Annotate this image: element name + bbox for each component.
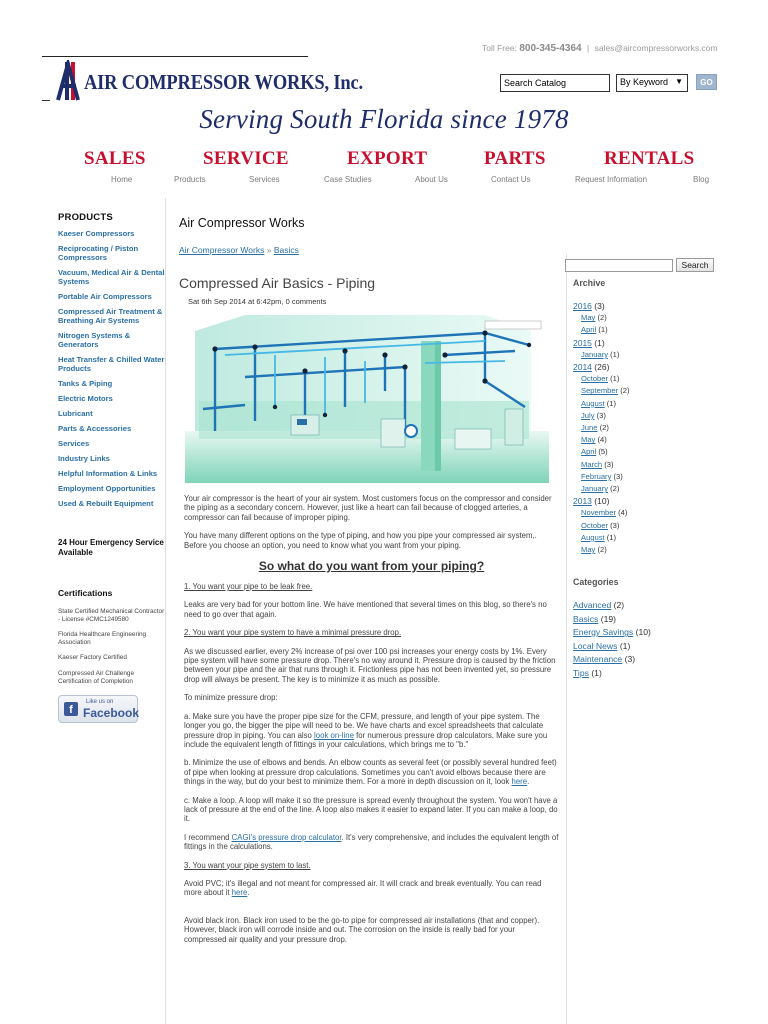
archive-year: [573, 361, 733, 373]
cagi-calculator-link[interactable]: CAGI's pressure drop calculator: [231, 832, 342, 842]
subnav-blog[interactable]: Blog: [693, 175, 710, 184]
search-mode-value: By Keyword: [620, 77, 669, 87]
piping-diagram-image: [185, 311, 549, 483]
archive-month-link[interactable]: August: [581, 532, 605, 542]
paragraph-text: b. Minimize the use of elbows and bends. An elbow counts as several feet (or possibly several hundred feet) of pipe when looking at pressure drop calculations. Sometimes you can't avoid elbows because there are things in the way, but do your best to minimize them. For a more in depth discussion on it, look: [184, 758, 557, 787]
paragraph: Leaks are very bad for your bottom line. We have mentioned that several times on this blog, so there's no need to go over that again.: [184, 600, 547, 619]
product-link[interactable]: Helpful Information & Links: [58, 469, 158, 478]
archive-count: (1): [610, 349, 620, 359]
archive-count: (1): [594, 337, 605, 348]
product-link[interactable]: Employment Opportunities: [58, 484, 156, 493]
search-mode-select[interactable]: [616, 74, 688, 92]
nav-service[interactable]: SERVICE: [203, 148, 289, 169]
paragraph: [184, 712, 559, 750]
archive-count: (2): [597, 545, 607, 555]
paragraph: [184, 758, 559, 786]
product-link[interactable]: Industry Links: [58, 454, 110, 463]
post-body: [179, 494, 559, 944]
product-link[interactable]: Tanks & Piping: [58, 379, 113, 388]
archive-month: [573, 471, 733, 483]
archive-month: [573, 324, 733, 336]
archive-count: (26): [594, 362, 610, 373]
archive-count: (1): [610, 374, 620, 384]
category-link[interactable]: Tips: [573, 667, 589, 678]
category-count: (10): [635, 627, 651, 638]
archive-month: [573, 520, 733, 532]
archive-year-link[interactable]: 2014: [573, 362, 592, 373]
archive-month-link[interactable]: November: [581, 508, 617, 518]
archive-year: [573, 495, 733, 507]
archive-month-link[interactable]: October: [581, 520, 609, 530]
archive-year: [573, 300, 733, 312]
archive-count: (2): [610, 484, 620, 494]
paragraph: Your air compressor is the heart of your air system. Most customers focus on the compressor and consider the piping as a secondary concern. However, just like a heart can fail because of clogged arteries, a compressor can fail because of improper piping.: [184, 494, 552, 522]
point-heading: 2. You want your pipe system to have a minimal pressure drop.: [184, 628, 402, 638]
left-sidebar: [58, 212, 166, 728]
point-heading: 3. You want your pipe system to last.: [184, 860, 311, 870]
site-logo[interactable]: [56, 60, 364, 104]
category-link[interactable]: Maintenance: [573, 654, 623, 665]
product-link[interactable]: Services: [58, 439, 90, 448]
paragraph: As we discussed earlier, every 2% increase of psi over 100 psi increases your energy costs by 1%. Every pipe system will have some pressure drop. There's no way around it. Pressure drop is caused by the friction between your pipe and the air that runs through it. Frictionless pipe has not been invented yet, so pressure drop will always be present. The key is to minimize it as much as possible.: [184, 646, 556, 684]
sub-nav: [0, 175, 768, 187]
archive-count: (3): [604, 459, 614, 469]
archive-month-link[interactable]: January: [581, 349, 609, 359]
archive-month: [573, 385, 733, 397]
cert-item: State Certified Mechanical Contractor - License #CMC1249580: [58, 608, 165, 623]
subnav-contact-us[interactable]: Contact Us: [491, 175, 531, 184]
breadcrumb-home-link[interactable]: Air Compressor Works: [179, 245, 265, 255]
archive-month-link[interactable]: August: [581, 398, 605, 408]
archive-month: [573, 422, 733, 434]
categories-widget: [573, 577, 733, 681]
category-count: (19): [600, 613, 616, 624]
subnav-home[interactable]: Home: [111, 175, 133, 184]
logo-text: AIR COMPRESSOR WORKS, Inc.: [84, 70, 364, 94]
archive-month-link[interactable]: February: [581, 471, 612, 481]
section-heading: So what do you want from your piping?: [258, 559, 485, 574]
look-online-link[interactable]: look on-line: [314, 730, 354, 740]
categories-title: Categories: [573, 577, 619, 587]
archive-year-link[interactable]: 2013: [573, 496, 592, 507]
archive-year: [573, 337, 733, 349]
archive-month: [573, 312, 733, 324]
archive-count: (5): [598, 447, 608, 457]
archive-month-link[interactable]: May: [581, 545, 596, 555]
breadcrumb-separator: »: [266, 245, 272, 255]
pvc-here-link[interactable]: here: [231, 888, 248, 898]
facebook-like-text: Like us on: [86, 699, 114, 706]
category-link[interactable]: Local News: [573, 640, 618, 651]
paragraph-text: .: [527, 777, 530, 787]
archive-count: (4): [618, 508, 628, 518]
product-link[interactable]: Nitrogen Systems & Generators: [58, 331, 131, 349]
paragraph-text: for numerous pressure drop calculators. Make sure you include the equivalent length of fittings in your calculations, which brings me to "b.": [184, 730, 548, 749]
email-link[interactable]: sales@aircompressorworks.com: [594, 43, 718, 53]
subnav-services[interactable]: Services: [249, 175, 280, 184]
archive-month: [573, 544, 733, 556]
nav-parts[interactable]: PARTS: [484, 148, 546, 169]
paragraph: You have many different options on the type of piping, and how you pipe your compressed air system,. Before you choose an option, you need to know what you want from your piping.: [184, 531, 537, 550]
product-link[interactable]: Parts & Accessories: [58, 424, 132, 433]
products-title: PRODUCTS: [58, 212, 113, 223]
paragraph-text: I recommend: [184, 832, 232, 842]
archive-count: (3): [594, 301, 605, 311]
product-link[interactable]: Reciprocating / Piston Compressors: [58, 244, 139, 262]
paragraph: [184, 879, 559, 898]
category-item: [573, 653, 733, 667]
archive-count: (3): [613, 471, 623, 481]
product-link[interactable]: Compressed Air Treatment & Breathing Air Systems: [58, 307, 163, 325]
archive-count: (4): [597, 435, 607, 445]
archive-count: (1): [606, 532, 617, 542]
product-link[interactable]: Electric Motors: [58, 394, 113, 403]
archive-count: (2): [597, 313, 607, 323]
category-item: [573, 640, 733, 654]
archive-month-link[interactable]: April: [581, 447, 597, 457]
blog-post: [179, 216, 559, 953]
category-count: (1): [619, 640, 631, 651]
category-link[interactable]: Basics: [573, 613, 599, 624]
archive-month: [573, 446, 733, 458]
archive-month: [573, 349, 733, 361]
archive-month-link[interactable]: October: [581, 374, 609, 384]
product-link[interactable]: Used & Rebuilt Equipment: [58, 499, 154, 508]
product-link[interactable]: Heat Transfer & Chilled Water Products: [58, 355, 165, 373]
chevron-down-icon: ▼: [675, 77, 683, 86]
subnav-request-information[interactable]: Request Information: [575, 175, 648, 184]
nav-export[interactable]: EXPORT: [347, 148, 428, 169]
subnav-products[interactable]: Products: [174, 175, 206, 184]
category-item: [573, 626, 733, 640]
archive-count: (10): [594, 496, 610, 507]
category-count: (3): [624, 654, 636, 665]
main-nav: [0, 148, 768, 172]
paragraph: To minimize pressure drop:: [184, 693, 278, 703]
category-link[interactable]: Energy Savings: [573, 627, 634, 638]
blog-search-button[interactable]: Search: [676, 258, 714, 272]
archive-month: [573, 532, 733, 544]
category-count: (2): [613, 600, 625, 610]
elbows-here-link[interactable]: here: [511, 777, 528, 787]
nav-rentals[interactable]: RENTALS: [604, 148, 695, 169]
blog-site-title: Air Compressor Works: [179, 216, 305, 230]
toll-free-label: Toll Free:: [482, 43, 517, 53]
facebook-like-button[interactable]: [58, 695, 138, 723]
archive-month: [573, 459, 733, 471]
archive-count: (1): [598, 325, 608, 335]
tagline: Serving South Florida since 1978: [199, 104, 569, 134]
product-link[interactable]: Kaeser Compressors: [58, 229, 135, 238]
archive-month: [573, 507, 733, 519]
header-top-rule: [42, 56, 308, 57]
category-item: [573, 599, 733, 613]
catalog-search-input[interactable]: [500, 74, 610, 92]
archive-month: [573, 398, 733, 410]
archive-count: (3): [610, 520, 620, 530]
emergency-service-note: 24 Hour Emergency Service Available: [58, 538, 164, 557]
right-sidebar-divider: [566, 254, 567, 1024]
archive-count: (2): [620, 386, 630, 396]
paragraph-text: Avoid PVC; it's illegal and not meant for compressed air. It will crack and break eventually. You can read more about it: [184, 878, 542, 898]
paragraph: c. Make a loop. A loop will make it so the pressure is spread evenly throughout the system. You won't have a lack of pressure at the end of the line. A loop also makes it easier to expand later. If you can make a loop, do it.: [184, 795, 558, 824]
archive-month: [573, 483, 733, 495]
paragraph: [184, 833, 559, 852]
archive-year-link[interactable]: 2016: [573, 301, 592, 311]
paragraph-text: . It's very comprehensive, and includes the equivalent length of fittings in the calculations.: [184, 832, 559, 852]
product-link[interactable]: Portable Air Compressors: [58, 292, 152, 301]
post-title: Compressed Air Basics - Piping: [179, 275, 376, 291]
header-contact: [482, 43, 718, 54]
category-item: [573, 613, 733, 627]
category-link[interactable]: Advanced: [573, 600, 612, 610]
blog-search-input[interactable]: [565, 259, 673, 272]
go-button[interactable]: GO: [696, 74, 717, 90]
phone-number[interactable]: 800-345-4364: [519, 43, 582, 54]
archive-widget: [573, 278, 733, 556]
subnav-case-studies[interactable]: Case Studies: [324, 175, 372, 184]
cert-item: Kaeser Factory Certified: [58, 654, 127, 662]
paragraph-text: a. Make sure you have the proper pipe size for the CFM, pressure, and length of your pipe system. The longer you go, the bigger the pipe will need to be. We have charts and excel spreadsheets that calculate pressure drop in piping. You can also: [184, 711, 544, 740]
subnav-about-us[interactable]: About Us: [415, 175, 448, 184]
archive-month: [573, 410, 733, 422]
logo-underline: [42, 100, 50, 101]
archive-month-link[interactable]: June: [581, 423, 598, 433]
archive-month-link[interactable]: March: [581, 459, 603, 469]
archive-count: (1): [606, 398, 617, 408]
archive-month-link[interactable]: January: [581, 484, 609, 494]
archive-month: [573, 373, 733, 385]
facebook-brand-text: Facebook: [83, 706, 140, 721]
archive-count: (2): [599, 423, 609, 433]
archive-title: Archive: [573, 278, 606, 288]
paragraph-text: .: [247, 888, 250, 898]
archive-month-link[interactable]: May: [581, 435, 596, 445]
archive-month-link[interactable]: May: [581, 313, 596, 323]
breadcrumb: [179, 245, 559, 255]
archive-month-link[interactable]: July: [581, 410, 595, 420]
certifications-title: Certifications: [58, 588, 113, 598]
point-heading: 1. You want your pipe to be leak free.: [184, 582, 313, 592]
paragraph: Avoid black iron. Black iron used to be the go-to pipe for compressed air installations (that and copper). However, black iron will corrode inside and out. The corrosion on the inside is really bad for your compressed air quality and your pressure drop.: [184, 915, 540, 944]
cert-item: Florida Healthcare Engineering Association: [58, 631, 147, 646]
product-link[interactable]: Lubricant: [58, 409, 93, 418]
breadcrumb-current-link[interactable]: Basics: [273, 245, 299, 255]
product-link[interactable]: Vacuum, Medical Air & Dental Systems: [58, 268, 165, 286]
category-count: (1): [591, 667, 602, 678]
facebook-icon: f: [64, 702, 78, 716]
logo-mark-icon: [56, 60, 82, 104]
archive-year-link[interactable]: 2015: [573, 337, 592, 348]
products-list: [58, 229, 166, 508]
nav-sales[interactable]: SALES: [84, 148, 146, 169]
category-item: [573, 667, 733, 681]
archive-month-link[interactable]: September: [581, 386, 619, 396]
contact-separator: |: [587, 43, 590, 53]
cert-item: Compressed Air Challenge Certification of Completion: [58, 669, 135, 685]
archive-month: [573, 434, 733, 446]
archive-month-link[interactable]: April: [581, 325, 597, 335]
post-meta: Sat 6th Sep 2014 at 6:42pm, 0 comments: [188, 297, 327, 306]
archive-count: (3): [596, 410, 606, 420]
